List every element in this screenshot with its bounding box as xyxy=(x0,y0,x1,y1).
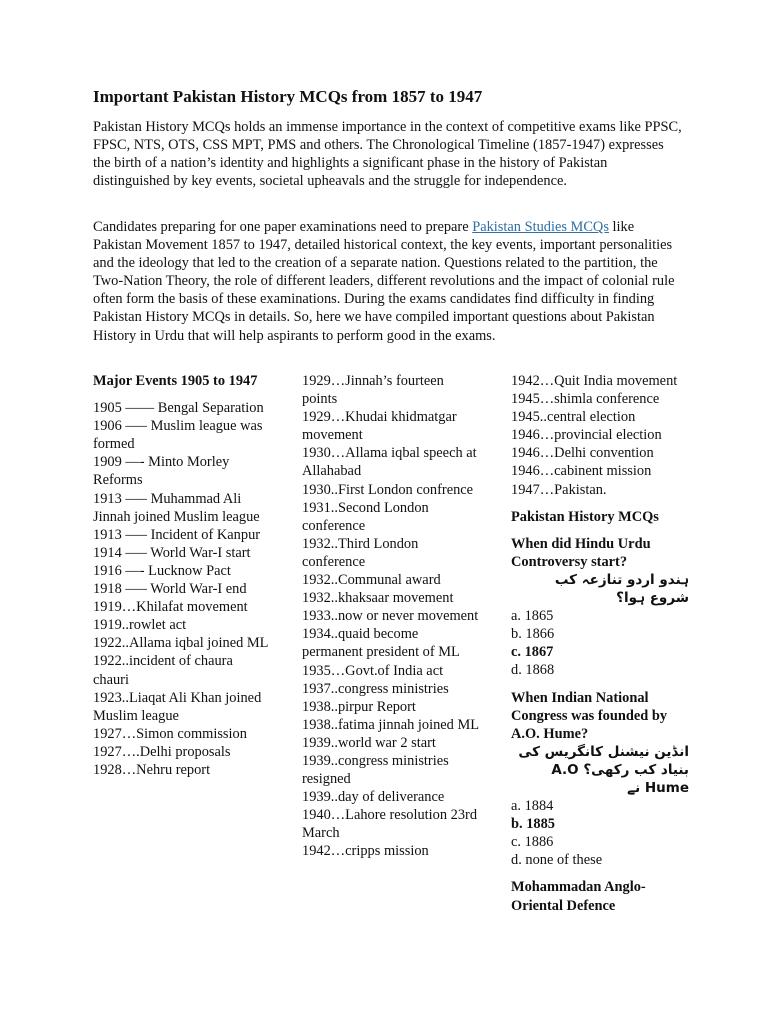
event-item: 1946…cabinent mission xyxy=(511,463,652,480)
correct-answer-option: b. 1885 xyxy=(511,816,555,833)
answer-option: b. 1866 xyxy=(511,626,555,643)
event-item: 1922..Allama iqbal joined ML xyxy=(93,635,269,652)
event-item: 1929…Khudai khidmatgar movement xyxy=(302,409,457,444)
intro-paragraph-2-start: Candidates preparing for one paper examinations need to prepare xyxy=(93,219,473,235)
question-urdu-text: انڈین نیشنل کانگریس کی بنیاد کب رکھی؟ A.O Hume نے xyxy=(518,743,689,796)
event-item: 1906 —– Muslim league was formed xyxy=(93,418,263,453)
answer-option: a. 1865 xyxy=(511,608,554,625)
event-item: 1929…Jinnah’s fourteen points xyxy=(302,373,444,408)
event-item: 1942…Quit India movement xyxy=(511,373,678,389)
events-list-1 xyxy=(93,399,271,779)
event-item: 1932..khaksaar movement xyxy=(302,590,454,607)
event-item: 1909 —- Minto Morley Reforms xyxy=(93,454,230,489)
event-item: 1946…Delhi convention xyxy=(511,445,654,462)
event-item: 1914 —– World War-I start xyxy=(93,544,251,561)
answer-option: c. 1886 xyxy=(511,834,554,851)
event-item: 1938..fatima jinnah joined ML xyxy=(302,716,480,733)
mcq-questions xyxy=(511,535,689,870)
events-column-3 xyxy=(511,372,689,924)
event-item: 1913 —– Muhammad Ali Jinnah joined Muslim league xyxy=(93,490,260,525)
event-item: 1938..pirpur Report xyxy=(302,698,416,715)
event-item: 1946…provincial election xyxy=(511,427,662,444)
event-item: 1913 —– Incident of Kanpur xyxy=(93,526,261,543)
intro-paragraph-1: Pakistan History MCQs holds an immense importance in the context of competitive exams like PPSC, FPSC, NTS, OTS, CSS MPT, PMS and others. The Chronological Timeline (1857-1947) expresses the birth of a nation’s identity and highlights a significant phase in the history of Pakistan distinguished by key events, societal upheavals and the struggle for independence. xyxy=(93,119,682,190)
event-item: 1939..world war 2 start xyxy=(302,734,436,751)
event-item: 1923..Liaqat Ali Khan joined Muslim league xyxy=(93,689,262,724)
event-item: 1919..rowlet act xyxy=(93,617,187,634)
events-list-3 xyxy=(511,372,689,499)
event-item: 1919…Khilafat movement xyxy=(93,599,248,616)
answer-option: d. 1868 xyxy=(511,662,555,679)
event-item: 1937..congress ministries xyxy=(302,680,449,697)
major-events-heading: Major Events 1905 to 1947 xyxy=(93,373,258,389)
event-item: 1945…shimla conference xyxy=(511,391,660,408)
mcqs-heading: Pakistan History MCQs xyxy=(511,508,659,525)
event-item: 1932..Third London conference xyxy=(302,535,419,570)
event-item: 1933..now or never movement xyxy=(302,608,479,625)
event-item: 1947…Pakistan. xyxy=(511,481,607,498)
event-item: 1939..day of deliverance xyxy=(302,789,445,806)
event-item: 1928…Nehru report xyxy=(93,761,211,778)
event-item: 1935…Govt.of India act xyxy=(302,662,444,679)
event-item: 1930..First London confrence xyxy=(302,481,474,498)
event-item: 1905 —— Bengal Separation xyxy=(93,400,264,417)
event-item: 1918 —– World War-I end xyxy=(93,581,247,598)
event-item: 1934..quaid become permanent president of ML xyxy=(302,626,460,661)
event-item: 1945..central election xyxy=(511,409,636,426)
intro-paragraph-2 xyxy=(93,218,683,345)
event-item: 1930…Allama iqbal speech at Allahabad xyxy=(302,445,477,480)
event-item: 1939..congress ministries resigned xyxy=(302,752,449,788)
event-item: 1927….Delhi proposals xyxy=(93,743,231,760)
intro-paragraph-2-rest: like Pakistan Movement 1857 to 1947, detailed historical context, the key events, important personalities and the ideology that led to the creation of a separate nation. Questions related to the partition, the Two-Nation Theory, the role of different leaders, different revolutions and the impact of colonial rule often form the basis of these examinations. During the exams candidates find difficulty in finding Pakistan History MCQs in details. So, here we have compiled important questions about Pakistan History in Urdu that will help aspirants to perform good in the exams. xyxy=(93,219,675,344)
answer-option: a. 1884 xyxy=(511,798,554,815)
correct-answer-option: c. 1867 xyxy=(511,644,554,661)
page-title: Important Pakistan History MCQs from 1857 to 1947 xyxy=(93,87,483,106)
event-item: 1931..Second London conference xyxy=(302,499,429,534)
pakistan-studies-mcqs-link[interactable]: Pakistan Studies MCQs xyxy=(472,219,609,235)
question-text: When Indian National Congress was founded by A.O. Hume? xyxy=(511,689,668,742)
events-column-1 xyxy=(93,372,271,779)
question-urdu-text: ہندو اردو تنازعہ کب شروع ہوا؟ xyxy=(554,571,689,607)
events-column-2 xyxy=(302,372,480,861)
event-item: 1940…Lahore resolution 23rd March xyxy=(302,807,478,842)
event-item: 1922..incident of chaura chauri xyxy=(93,653,233,688)
mcq-question xyxy=(511,535,689,680)
event-item: 1916 —- Lucknow Pact xyxy=(93,562,231,579)
events-list-2 xyxy=(302,372,480,861)
answer-option: d. none of these xyxy=(511,852,603,869)
next-question-heading: Mohammadan Anglo-Oriental Defence xyxy=(511,879,646,914)
event-item: 1927…Simon commission xyxy=(93,725,247,742)
event-item: 1932..Communal award xyxy=(302,572,441,589)
mcq-question xyxy=(511,689,689,870)
question-text: When did Hindu Urdu Controversy start? xyxy=(511,535,651,570)
event-item: 1942…cripps mission xyxy=(302,843,429,860)
